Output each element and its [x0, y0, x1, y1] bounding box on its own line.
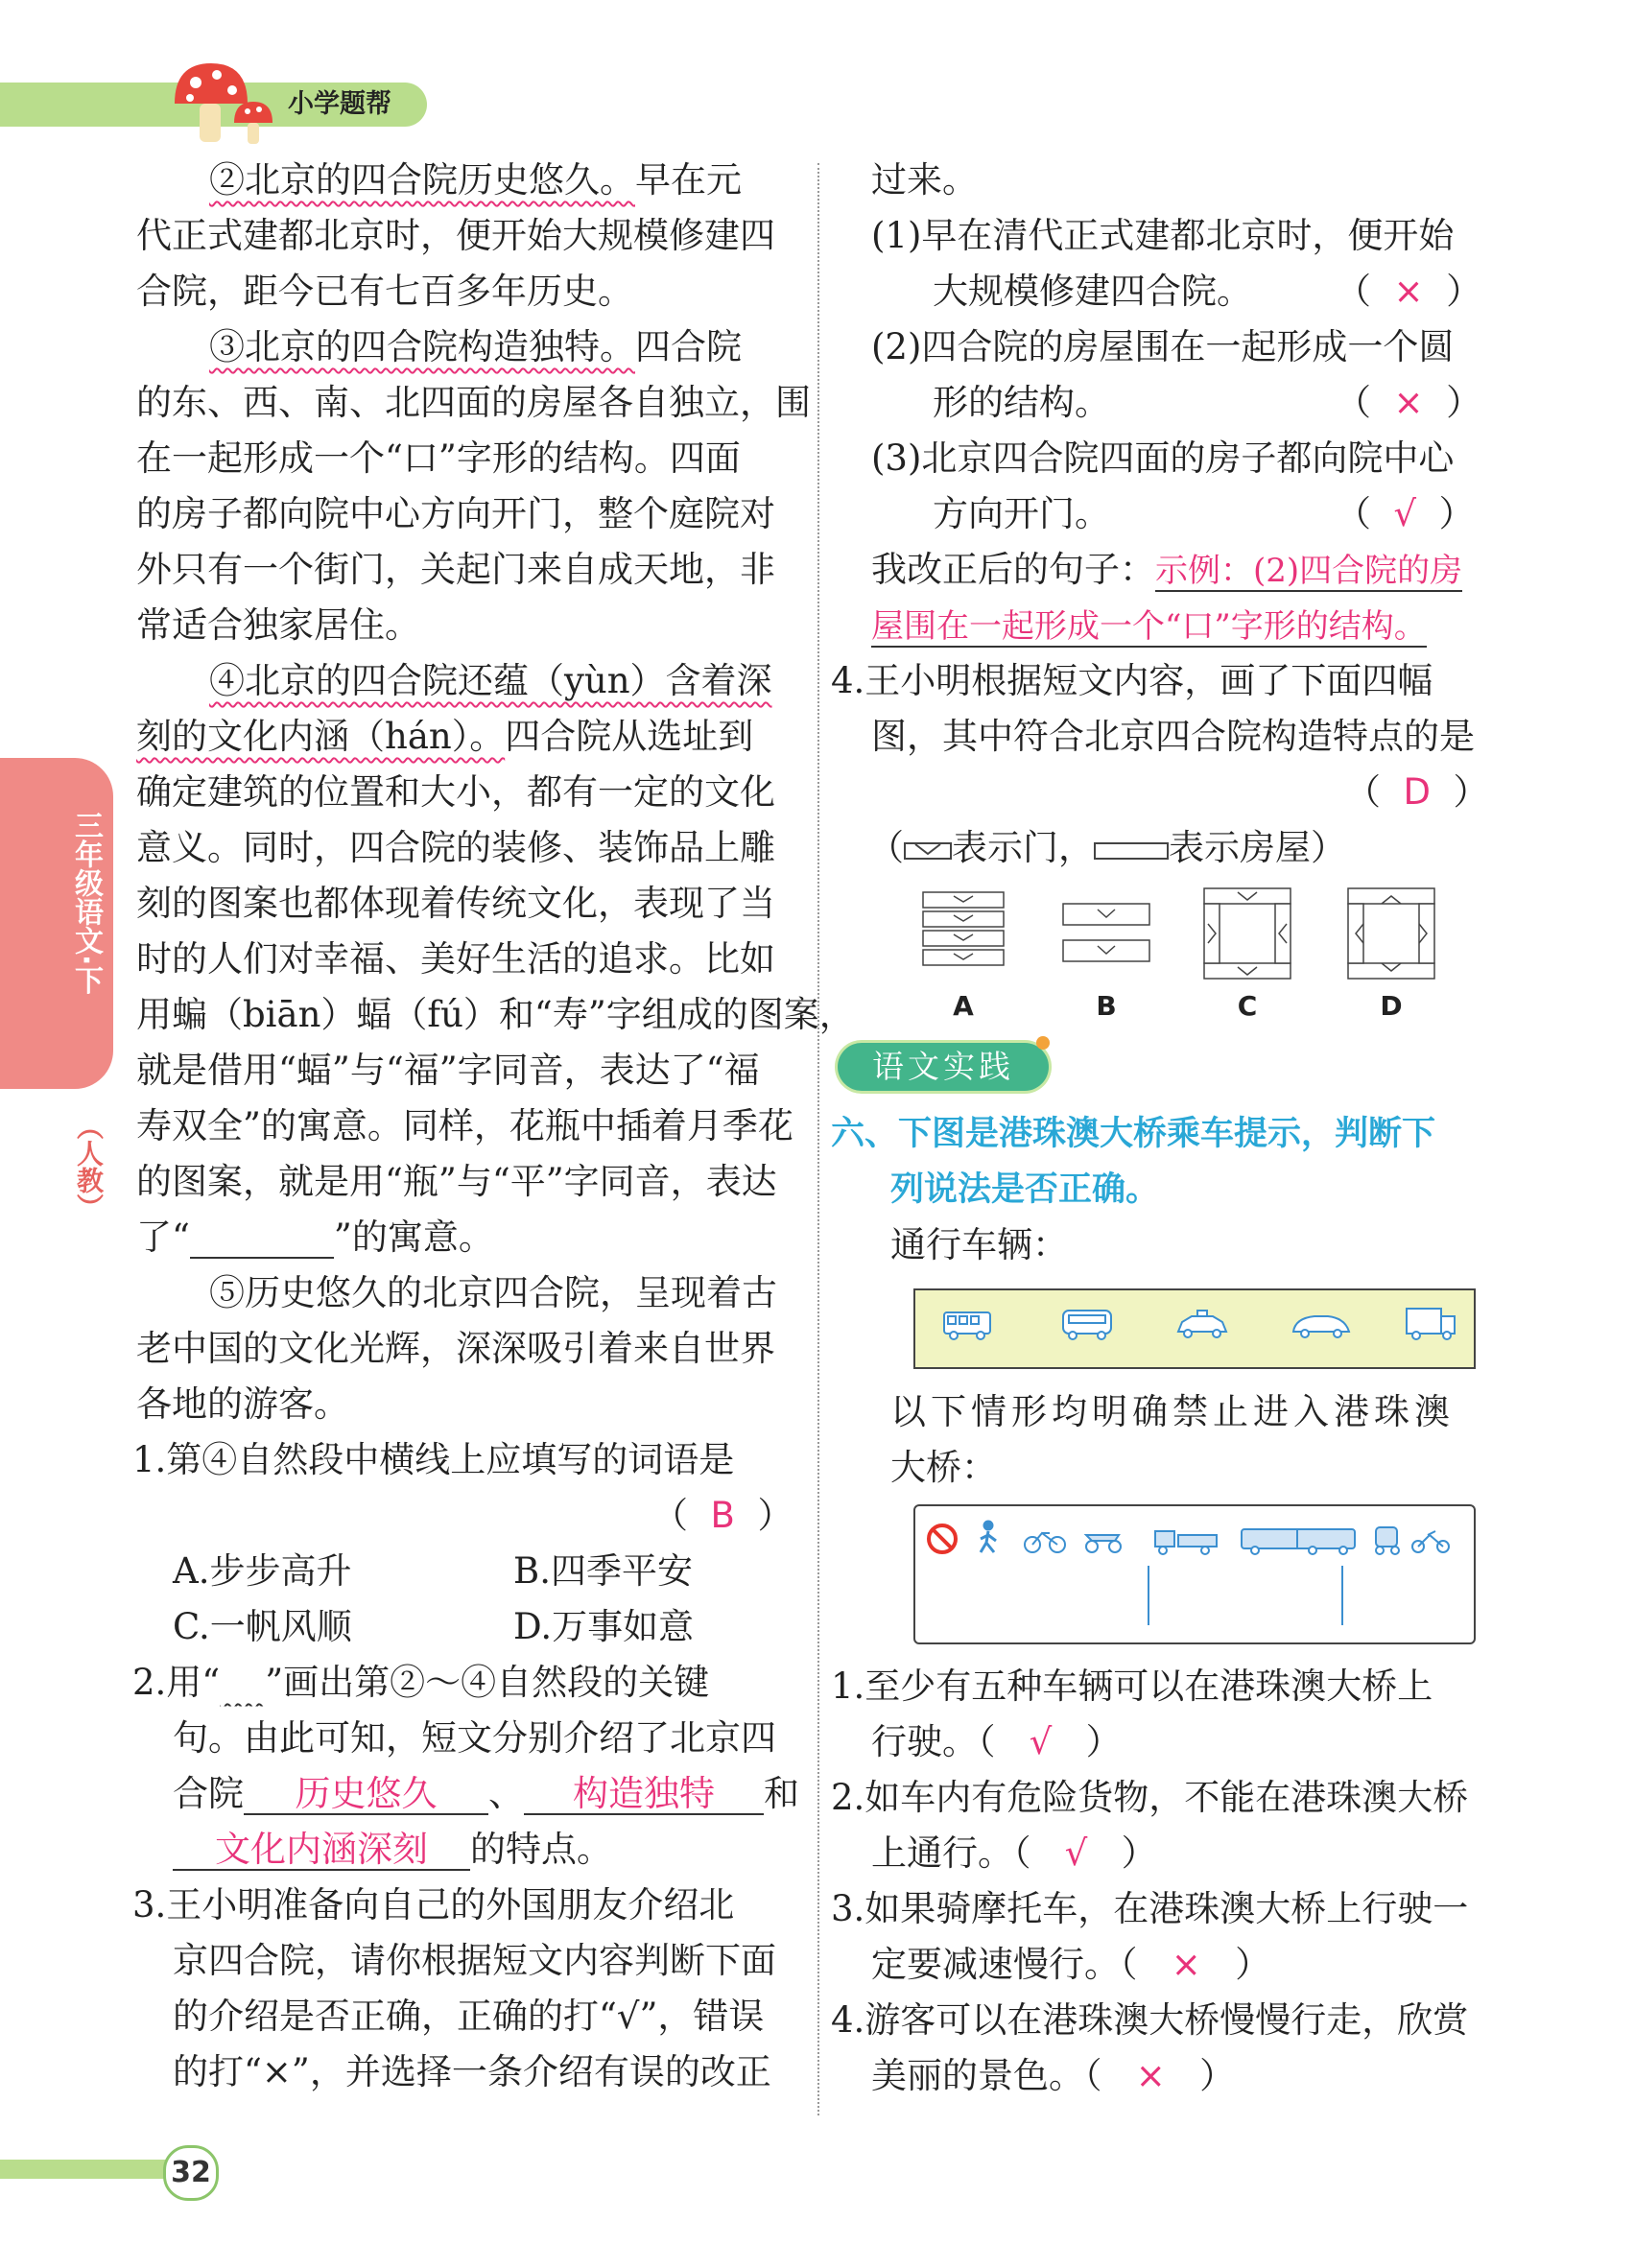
q1-option-a: A.步步高升 — [173, 1550, 352, 1592]
p4-line6: 时的人们对幸福、美好生活的追求。比如 — [136, 938, 775, 980]
p3-line2: 的东、西、南、北四面的房屋各自独立，围 — [136, 382, 811, 423]
p5-line3: 各地的游客。 — [136, 1383, 349, 1425]
q6-s1-line1: 1.至少有五种车辆可以在港珠澳大桥上 — [831, 1666, 1433, 1707]
page-number: 32 — [163, 2145, 219, 2201]
mushroom-icon — [161, 56, 276, 152]
motorcycle-icon — [1412, 1531, 1449, 1552]
badge-heart-icon — [1036, 1036, 1050, 1050]
p4-line8: 就是借用“蝠”与“福”字同音，表达了“福 — [136, 1050, 760, 1091]
q6-s3-line2: 定要减速慢行。（ × ） — [871, 1944, 1271, 1985]
p4-line4: 意义。同时，四合院的装修、装饰品上雕 — [136, 827, 775, 868]
diagram-d — [1348, 888, 1434, 979]
q3-item2-line2: 形的结构。 — [933, 382, 1110, 423]
diagram-b — [1063, 904, 1149, 961]
q6-s3-line1: 3.如果骑摩托车，在港珠澳大桥上行驶一 — [831, 1888, 1469, 1929]
q3-item1-line1: (1)早在清代正式建都北京时，便开始 — [871, 215, 1455, 256]
allowed-vehicles-icons — [921, 1295, 1468, 1358]
p4-line9: 寿双全”的寓意。同样，花瓶中插着月季花 — [136, 1105, 793, 1146]
p3-line1: ③北京的四合院构造独特。四合院 — [209, 326, 742, 367]
courtyard-diagrams — [912, 881, 1449, 1025]
q4-legend: （ 表示门， 表示房屋） — [868, 827, 1346, 868]
q2-line1: 2.用“ ”画出第②～④自然段的关键 — [132, 1662, 710, 1703]
q3-fix-line2: 屋围在一起形成一个“口”字形的结构。 — [871, 607, 1427, 646]
p2-line3: 合院，距今已有七百多年历史。 — [136, 271, 633, 312]
p3-line4: 的房子都向院中心方向开门，整个庭院对 — [136, 493, 775, 534]
side-tab-grade: 三年级语文·下 — [69, 811, 103, 995]
tricycle-icon — [1086, 1535, 1121, 1552]
bus-icon — [944, 1312, 990, 1339]
diagram-label-b: B — [1096, 990, 1117, 1022]
side-tab-edition: （人教） — [73, 1113, 105, 1220]
prohibited-icon — [929, 1525, 956, 1552]
diagram-label-d: D — [1380, 990, 1403, 1022]
q3-fix-answer[interactable]: 示例：(2)四合院的房 — [1155, 552, 1463, 590]
q6-title-line2: 列说法是否正确。 — [890, 1170, 1160, 1209]
diagram-label-c: C — [1237, 990, 1258, 1022]
q6-s1-line2: 行驶。（ √ ） — [871, 1721, 1122, 1762]
q3-line2: 京四合院，请你根据短文内容判断下面 — [173, 1940, 776, 1981]
section-badge: 语文实践 — [838, 1043, 1049, 1091]
q4-answer: （ D ） — [1345, 771, 1489, 813]
q6-banned-line1: 以下情形均明确禁止进入港珠澳 — [890, 1391, 1455, 1432]
p3-line5: 外只有一个街门，关起门来自成天地，非 — [136, 549, 775, 590]
q6-banned-line2: 大桥： — [890, 1447, 997, 1488]
p4-line2: 刻的文化内涵（hán）。四合院从选址到 — [136, 716, 754, 757]
q3-line4: 的打“×”，并选择一条介绍有误的改正 — [173, 2051, 771, 2092]
p3-line3: 在一起形成一个“口”字形的结构。四面 — [136, 437, 741, 479]
diagram-a — [923, 892, 1004, 965]
bicycle-icon — [1025, 1533, 1065, 1552]
p4-line5: 刻的图案也都体现着传统文化，表现了当 — [136, 883, 775, 924]
diagram-c — [1204, 888, 1291, 979]
q3-item3-line1: (3)北京四合院四面的房子都向院中心 — [871, 437, 1455, 479]
q3-item1-mark: （ × ） — [1336, 271, 1482, 312]
q6-title-line1: 六、下图是港珠澳大桥乘车提示，判断下 — [831, 1115, 1436, 1153]
tractor-icon — [1376, 1527, 1399, 1554]
q1-answer: （ B ） — [652, 1495, 793, 1536]
q3-cont-line0: 过来。 — [871, 159, 978, 201]
q1-option-c: C.一帆风顺 — [173, 1606, 352, 1647]
trailer-icon — [1155, 1531, 1217, 1554]
q4-line2: 图，其中符合北京四合院构造特点的是 — [871, 716, 1475, 757]
banned-icons — [921, 1512, 1468, 1566]
p4-line10: 的图案，就是用“瓶”与“平”字同音，表达 — [136, 1161, 777, 1202]
q3-item3-line2: 方向开门。 — [933, 493, 1110, 534]
q3-line3: 的介绍是否正确，正确的打“√”，错误 — [173, 1996, 765, 2037]
q6-s2-line2: 上通行。（ √ ） — [871, 1832, 1157, 1874]
q6-allowed-label: 通行车辆： — [890, 1224, 1068, 1265]
q3-item3-mark: （ √ ） — [1336, 493, 1475, 534]
diagram-label-a: A — [953, 990, 974, 1022]
q2-line2: 句。由此可知，短文分别介绍了北京四 — [173, 1717, 776, 1759]
q6-s4-line2: 美丽的景色。（ × ） — [871, 2055, 1236, 2096]
q3-fix-line1: 我改正后的句子：示例：(2)四合院的房 — [871, 549, 1463, 590]
q1-option-d: D.万事如意 — [513, 1606, 695, 1647]
house-icon — [1094, 840, 1169, 862]
q1-option-b: B.四季平安 — [513, 1550, 693, 1592]
banned-divider-1 — [1148, 1566, 1149, 1625]
p2-line2: 代正式建都北京时，便开始大规模修建四 — [136, 215, 775, 256]
q3-item2-line1: (2)四合院的房屋围在一起形成一个圆 — [871, 326, 1455, 367]
q6-s2-line1: 2.如车内有危险货物，不能在港珠澳大桥 — [831, 1777, 1469, 1818]
q1-stem: 1.第④自然段中横线上应填写的词语是 — [132, 1439, 735, 1480]
q3-line1: 3.王小明准备向自己的外国朋友介绍北 — [132, 1884, 735, 1925]
p2-line1: ②北京的四合院历史悠久。早在元 — [209, 159, 742, 201]
pedestrian-icon — [981, 1522, 996, 1552]
q3-item1-line2: 大规模修建四合院。 — [933, 271, 1252, 312]
brand-title: 小学题帮 — [288, 89, 391, 119]
p4-line1: ④北京的四合院还蕴（yùn）含着深 — [209, 660, 772, 701]
footer-bar — [0, 2160, 173, 2179]
p4-line7: 用蝙（biān）蝠（fú）和“寿”字组成的图案， — [136, 994, 855, 1035]
q2-line3: 合院 历史悠久 、 构造独特 和 — [173, 1773, 799, 1814]
banned-divider-2 — [1341, 1566, 1343, 1625]
coach-icon — [1063, 1311, 1111, 1339]
door-icon — [904, 840, 952, 862]
p4-line11: 了“ ”的寓意。 — [136, 1217, 494, 1258]
fill-blank[interactable] — [190, 1218, 334, 1259]
q4-line1: 4.王小明根据短文内容，画了下面四幅 — [831, 660, 1433, 701]
articulated-bus-icon — [1242, 1529, 1355, 1554]
q6-s4-line1: 4.游客可以在港珠澳大桥慢慢行走，欣赏 — [831, 1999, 1469, 2041]
p3-line6: 常适合独家居住。 — [136, 604, 420, 646]
q2-line4: 文化内涵深刻 的特点。 — [173, 1829, 612, 1871]
p5-line1: ⑤历史悠久的北京四合院，呈现着古 — [209, 1272, 777, 1313]
column-divider — [817, 163, 819, 2115]
p4-line3: 确定建筑的位置和大小，都有一定的文化 — [136, 771, 775, 813]
q2-answer-1[interactable]: 历史悠久 — [244, 1775, 488, 1815]
taxi-icon — [1178, 1311, 1226, 1337]
q3-item2-mark: （ × ） — [1336, 382, 1482, 423]
p5-line2: 老中国的文化光辉，深深吸引着来自世界 — [136, 1328, 775, 1369]
truck-icon — [1407, 1309, 1455, 1339]
car-icon — [1293, 1316, 1349, 1337]
q2-answer-2[interactable]: 构造独特 — [524, 1775, 764, 1815]
q2-answer-3[interactable]: 文化内涵深刻 — [173, 1831, 470, 1871]
